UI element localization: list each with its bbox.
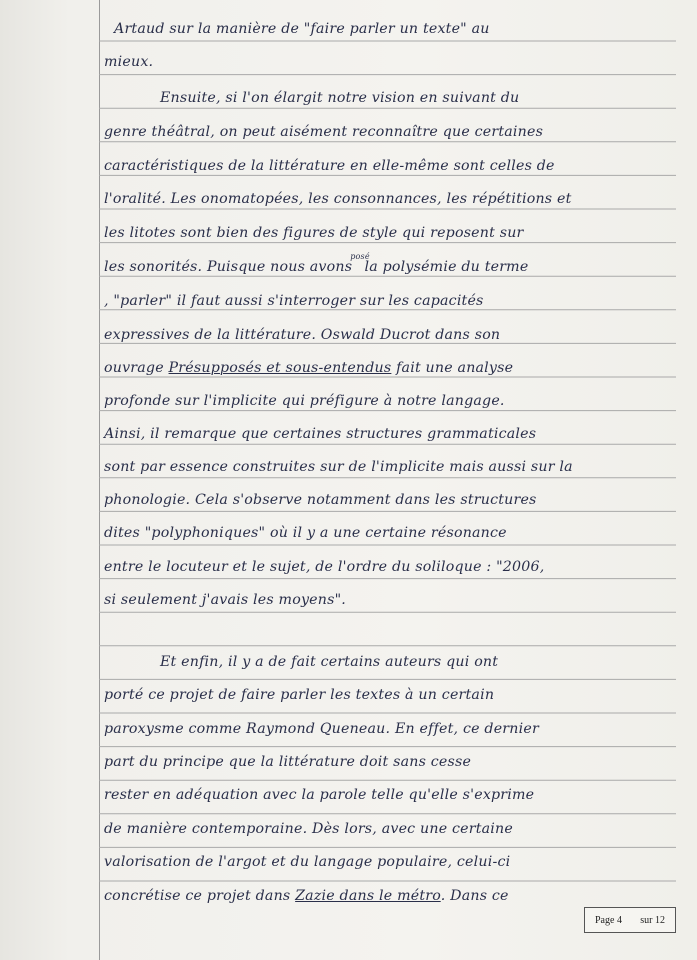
text-line-23: rester en adéquation avec la parole telle qu'elle s'exprime xyxy=(104,787,535,803)
text-line-3: Ensuite, si l'on élargit notre vision en suivant du xyxy=(160,90,520,106)
book-title-ducrot: Présupposés et sous-entendus xyxy=(168,360,392,376)
text-line-2: mieux. xyxy=(104,54,154,70)
text-line-10: expressives de la littérature. Oswald Ducrot dans son xyxy=(104,327,501,343)
text-line-11: ouvrage Présupposés et sous-entendus fait une analyse xyxy=(104,360,514,376)
text-line-6: l'oralité. Les onomatopées, les consonnances, les répétitions et xyxy=(104,191,572,207)
inserted-word: posé xyxy=(350,252,370,261)
text-line-24: de manière contemporaine. Dès lors, avec une certaine xyxy=(104,821,513,837)
text-line-9: , "parler" il faut aussi s'interroger sur les capacités xyxy=(104,293,484,309)
text-line-21: paroxysme comme Raymond Queneau. En effet, ce dernier xyxy=(104,721,539,737)
book-title-zazie: Zazie dans le métro xyxy=(295,888,441,904)
text-line-25: valorisation de l'argot et du langage populaire, celui-ci xyxy=(104,854,511,870)
page-total-label: sur 12 xyxy=(640,914,665,926)
text-line-5: caractéristiques de la littérature en elle-même sont celles de xyxy=(104,158,555,174)
text-line-19: Et enfin, il y a de fait certains auteurs qui ont xyxy=(160,654,499,670)
text-line-18: si seulement j'avais les moyens". xyxy=(104,592,347,608)
text-line-13: Ainsi, il remarque que certaines structures grammaticales xyxy=(104,426,537,442)
text-line-1: Artaud sur la manière de "faire parler un texte" au xyxy=(114,21,490,37)
text-line-14: sont par essence construites sur de l'implicite mais aussi sur la xyxy=(104,459,573,475)
text-line-16: dites "polyphoniques" où il y a une certaine résonance xyxy=(104,525,507,541)
page-label: Page 4 xyxy=(595,914,622,926)
text-line-17: entre le locuteur et le sujet, de l'ordre du soliloque : "2006, xyxy=(104,559,545,575)
text-line-20: porté ce projet de faire parler les textes à un certain xyxy=(104,687,495,703)
text-line-22: part du principe que la littérature doit sans cesse xyxy=(104,754,472,770)
text-line-26: concrétise ce projet dans Zazie dans le métro. Dans ce xyxy=(104,888,509,904)
text-line-8: les sonorités. Puisque nous avons$^{posé}$ la polysémie du terme xyxy=(104,252,529,275)
page-number-box xyxy=(584,907,676,933)
text-line-7: les litotes sont bien des figures de style qui reposent sur xyxy=(104,225,524,241)
text-line-12: profonde sur l'implicite qui préfigure à notre langage. xyxy=(104,393,505,409)
text-line-15: phonologie. Cela s'observe notamment dans les structures xyxy=(104,492,537,508)
text-line-4: genre théâtral, on peut aisément reconnaître que certaines xyxy=(104,124,544,140)
